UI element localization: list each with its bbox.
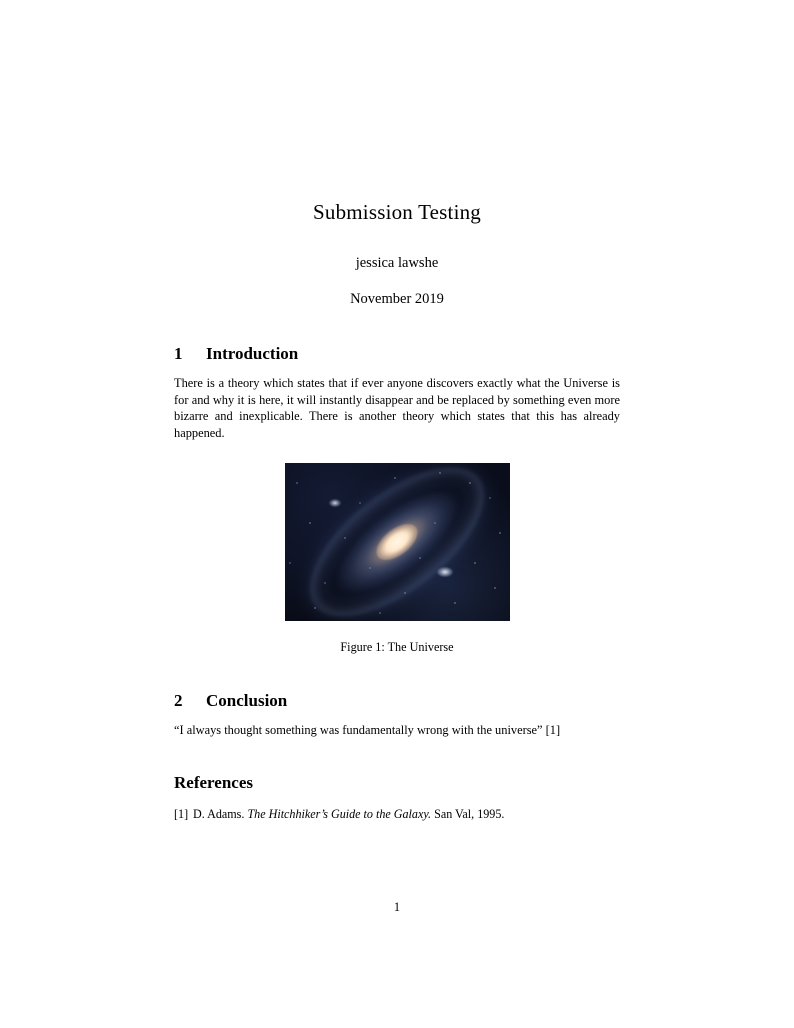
section-title: Conclusion (206, 691, 288, 711)
galaxy-image (285, 463, 510, 621)
section-heading-conclusion (174, 691, 620, 711)
reference-author: D. Adams. (193, 806, 245, 821)
section-number: 2 (174, 691, 183, 711)
reference-text (193, 807, 504, 823)
section-title: Introduction (206, 344, 299, 364)
figure-caption: Figure 1: The Universe (340, 640, 454, 655)
paper-content (174, 200, 620, 822)
document-date: November 2019 (350, 291, 444, 308)
references-heading: References (174, 772, 253, 792)
section-heading-introduction (174, 344, 620, 364)
section-body-conclusion: “I always thought something was fundamentally wrong with the universe” [1] (174, 723, 561, 738)
author-name: jessica lawshe (355, 255, 439, 272)
reference-publisher: San Val, 1995. (434, 806, 505, 821)
page-number: 1 (393, 900, 401, 914)
reference-entry (174, 807, 620, 823)
reference-number: [1] (174, 806, 189, 821)
satellite-galaxy-one (437, 567, 453, 577)
satellite-galaxy-two (329, 499, 341, 507)
section-number: 1 (174, 344, 183, 364)
section-body-introduction: There is a theory which states that if ever anyone discovers exactly what the Universe is for and why it is here, it will instantly disappear and be replaced by something even more bizarre and inexplicable. There is another theory which states that this has already happened. (174, 376, 620, 440)
reference-work-title: The Hitchhiker’s Guide to the Galaxy. (247, 806, 432, 821)
figure-block (174, 463, 620, 655)
page-title: Submission Testing (312, 200, 482, 224)
